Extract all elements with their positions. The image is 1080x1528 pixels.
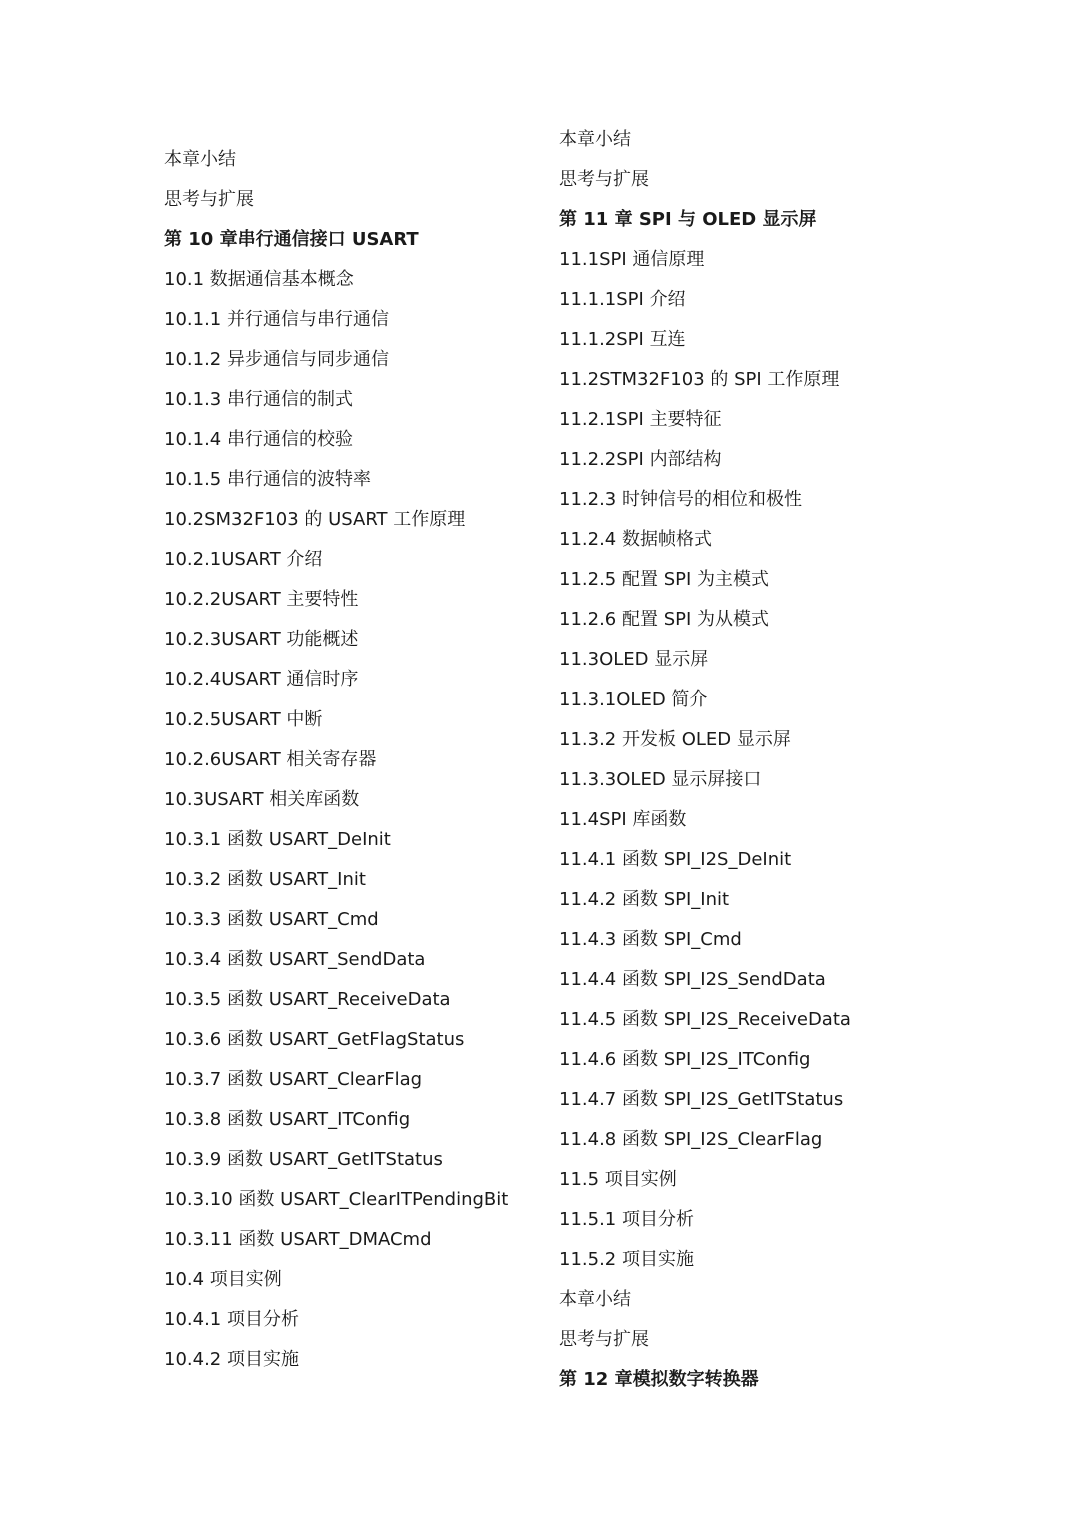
toc-entry: 11.2STM32F103 的 SPI 工作原理 xyxy=(559,369,840,390)
toc-entry: 10.3.4 函数 USART_SendData xyxy=(164,949,426,970)
toc-entry: 11.3.1OLED 简介 xyxy=(559,689,708,710)
toc-left-column xyxy=(164,140,624,1380)
toc-entry: 10.2.3USART 功能概述 xyxy=(164,629,359,650)
toc-entry: 10.1 数据通信基本概念 xyxy=(164,269,354,290)
toc-entry: 11.4.3 函数 SPI_Cmd xyxy=(559,929,742,950)
toc-entry: 本章小结 xyxy=(559,1289,631,1310)
toc-entry: 10.1.2 异步通信与同步通信 xyxy=(164,349,389,370)
toc-entry: 10.3.6 函数 USART_GetFlagStatus xyxy=(164,1029,465,1050)
toc-entry: 10.2.5USART 中断 xyxy=(164,709,323,730)
toc-chapter-heading: 第 12 章模拟数字转换器 xyxy=(559,1369,759,1390)
toc-entry: 10.2.1USART 介绍 xyxy=(164,549,323,570)
toc-entry: 11.4.7 函数 SPI_I2S_GetITStatus xyxy=(559,1089,844,1110)
toc-entry: 10.3.10 函数 USART_ClearITPendingBit xyxy=(164,1189,509,1210)
toc-entry: 11.5 项目实例 xyxy=(559,1169,677,1190)
toc-entry: 11.4.5 函数 SPI_I2S_ReceiveData xyxy=(559,1009,851,1030)
toc-entry: 11.4.1 函数 SPI_I2S_DeInit xyxy=(559,849,792,870)
toc-chapter-heading: 第 10 章串行通信接口 USART xyxy=(164,229,419,250)
toc-entry: 本章小结 xyxy=(164,149,236,170)
toc-entry: 10.3.7 函数 USART_ClearFlag xyxy=(164,1069,423,1090)
toc-entry: 10.3.1 函数 USART_DeInit xyxy=(164,829,391,850)
toc-entry: 10.3.5 函数 USART_ReceiveData xyxy=(164,989,451,1010)
toc-entry: 10.4 项目实例 xyxy=(164,1269,282,1290)
toc-entry: 10.3USART 相关库函数 xyxy=(164,789,360,810)
toc-entry: 11.2.1SPI 主要特征 xyxy=(559,409,722,430)
toc-entry: 11.4.4 函数 SPI_I2S_SendData xyxy=(559,969,826,990)
toc-entry: 11.4SPI 库函数 xyxy=(559,809,687,830)
toc-entry: 11.1.1SPI 介绍 xyxy=(559,289,686,310)
toc-entry: 10.1.1 并行通信与串行通信 xyxy=(164,309,389,330)
toc-entry: 11.1SPI 通信原理 xyxy=(559,249,705,270)
toc-entry: 10.2SM32F103 的 USART 工作原理 xyxy=(164,509,466,530)
toc-entry: 11.3.2 开发板 OLED 显示屏 xyxy=(559,729,791,750)
toc-entry: 10.3.3 函数 USART_Cmd xyxy=(164,909,379,930)
toc-entry: 11.3.3OLED 显示屏接口 xyxy=(559,769,762,790)
toc-entry: 思考与扩展 xyxy=(559,169,649,190)
toc-entry: 10.3.2 函数 USART_Init xyxy=(164,869,366,890)
toc-entry: 思考与扩展 xyxy=(559,1329,649,1350)
toc-entry: 11.2.2SPI 内部结构 xyxy=(559,449,722,470)
toc-entry: 10.3.9 函数 USART_GetITStatus xyxy=(164,1149,443,1170)
toc-entry: 10.2.4USART 通信时序 xyxy=(164,669,359,690)
toc-entry: 11.2.3 时钟信号的相位和极性 xyxy=(559,489,802,510)
toc-entry: 11.4.6 函数 SPI_I2S_ITConfig xyxy=(559,1049,811,1070)
toc-entry: 11.4.8 函数 SPI_I2S_ClearFlag xyxy=(559,1129,823,1150)
toc-chapter-heading: 第 11 章 SPI 与 OLED 显示屏 xyxy=(559,209,817,230)
toc-entry: 10.3.8 函数 USART_ITConfig xyxy=(164,1109,411,1130)
toc-entry: 10.1.5 串行通信的波特率 xyxy=(164,469,371,490)
toc-entry: 10.1.3 串行通信的制式 xyxy=(164,389,353,410)
toc-entry: 11.2.5 配置 SPI 为主模式 xyxy=(559,569,770,590)
toc-entry: 10.3.11 函数 USART_DMACmd xyxy=(164,1229,432,1250)
toc-entry: 11.3OLED 显示屏 xyxy=(559,649,709,670)
toc-right-column xyxy=(559,120,1019,1400)
toc-entry: 思考与扩展 xyxy=(164,189,254,210)
toc-entry: 10.4.2 项目实施 xyxy=(164,1349,299,1370)
toc-entry: 10.4.1 项目分析 xyxy=(164,1309,299,1330)
toc-entry: 11.5.2 项目实施 xyxy=(559,1249,694,1270)
toc-entry: 10.2.2USART 主要特性 xyxy=(164,589,359,610)
toc-entry: 11.1.2SPI 互连 xyxy=(559,329,686,350)
toc-entry: 本章小结 xyxy=(559,129,631,150)
toc-entry: 10.2.6USART 相关寄存器 xyxy=(164,749,377,770)
toc-entry: 11.4.2 函数 SPI_Init xyxy=(559,889,730,910)
toc-entry: 11.2.6 配置 SPI 为从模式 xyxy=(559,609,770,630)
toc-entry: 11.2.4 数据帧格式 xyxy=(559,529,712,550)
toc-entry: 11.5.1 项目分析 xyxy=(559,1209,694,1230)
toc-entry: 10.1.4 串行通信的校验 xyxy=(164,429,353,450)
